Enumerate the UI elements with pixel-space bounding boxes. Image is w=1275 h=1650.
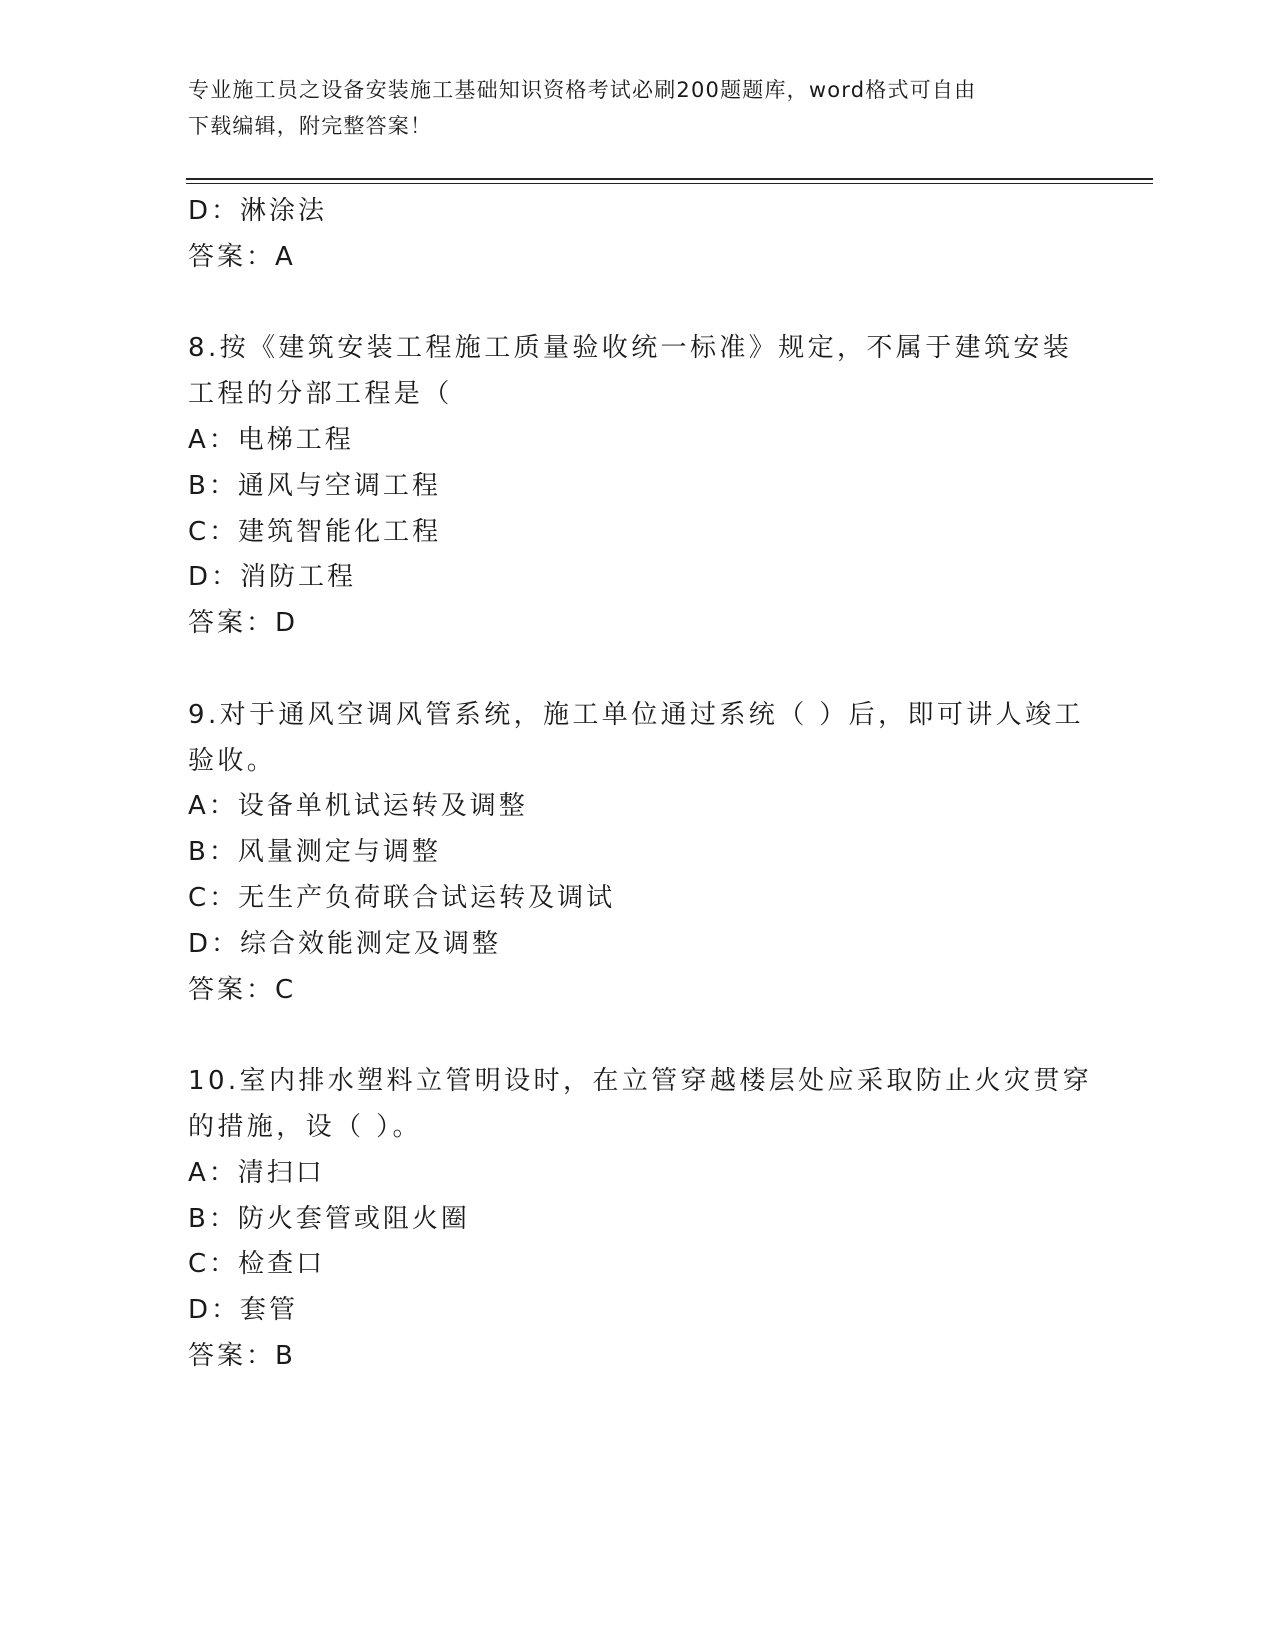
question-stem-line-1: 10.室内排水塑料立管明设时，在立管穿越楼层处应采取防止火灾贯穿 [188,1066,1093,1097]
header-divider-thin [186,183,1153,184]
option-b: B：通风与空调工程 [188,470,441,501]
question-stem-line-1: 8.按《建筑安装工程施工质量验收统一标准》规定，不属于建筑安装 [188,333,1073,364]
spacer [188,281,1088,327]
question-9 [188,693,1088,1014]
option-a: A：清扫口 [188,1157,325,1188]
option-d: D：消防工程 [188,562,357,593]
option-a: A：设备单机试运转及调整 [188,791,528,822]
option-c: C：无生产负荷联合试运转及调试 [188,882,616,913]
document-header [188,72,1088,144]
header-divider-thick [186,178,1153,180]
question-10 [188,1059,1093,1380]
option-d: D：淋涂法 [188,196,328,226]
document-body [188,189,1093,1380]
spacer [188,647,1088,693]
question-stem-line-2: 验收。 [188,745,277,776]
answer-line: 答案：B [188,1340,296,1371]
question-stem-line-2: 工程的分部工程是（ [188,379,453,410]
spacer [188,1013,1088,1059]
option-b: B：防火套管或阻火圈 [188,1203,470,1234]
header-line-2: 下载编辑，附完整答案！ [188,114,433,138]
question-stem-line-2: 的措施，设（ ）。 [188,1111,422,1142]
option-c: C：检查口 [188,1249,326,1280]
header-line-1: 专业施工员之设备安装施工基础知识资格考试必刷200题题库，word格式可自由 [188,78,977,102]
carryover-question [188,189,1088,281]
question-stem-line-1: 9.对于通风空调风管系统，施工单位通过系统（ ）后，即可讲人竣工 [188,699,1084,730]
option-d: D：套管 [188,1295,299,1326]
answer-line: 答案：D [188,608,299,639]
answer-line: 答案：A [188,241,296,272]
option-b: B：风量测定与调整 [188,837,441,868]
option-a: A：电梯工程 [188,424,354,455]
answer-line: 答案：C [188,974,297,1005]
option-d: D：综合效能测定及调整 [188,928,502,959]
option-c: C：建筑智能化工程 [188,516,442,547]
question-8 [188,326,1088,647]
